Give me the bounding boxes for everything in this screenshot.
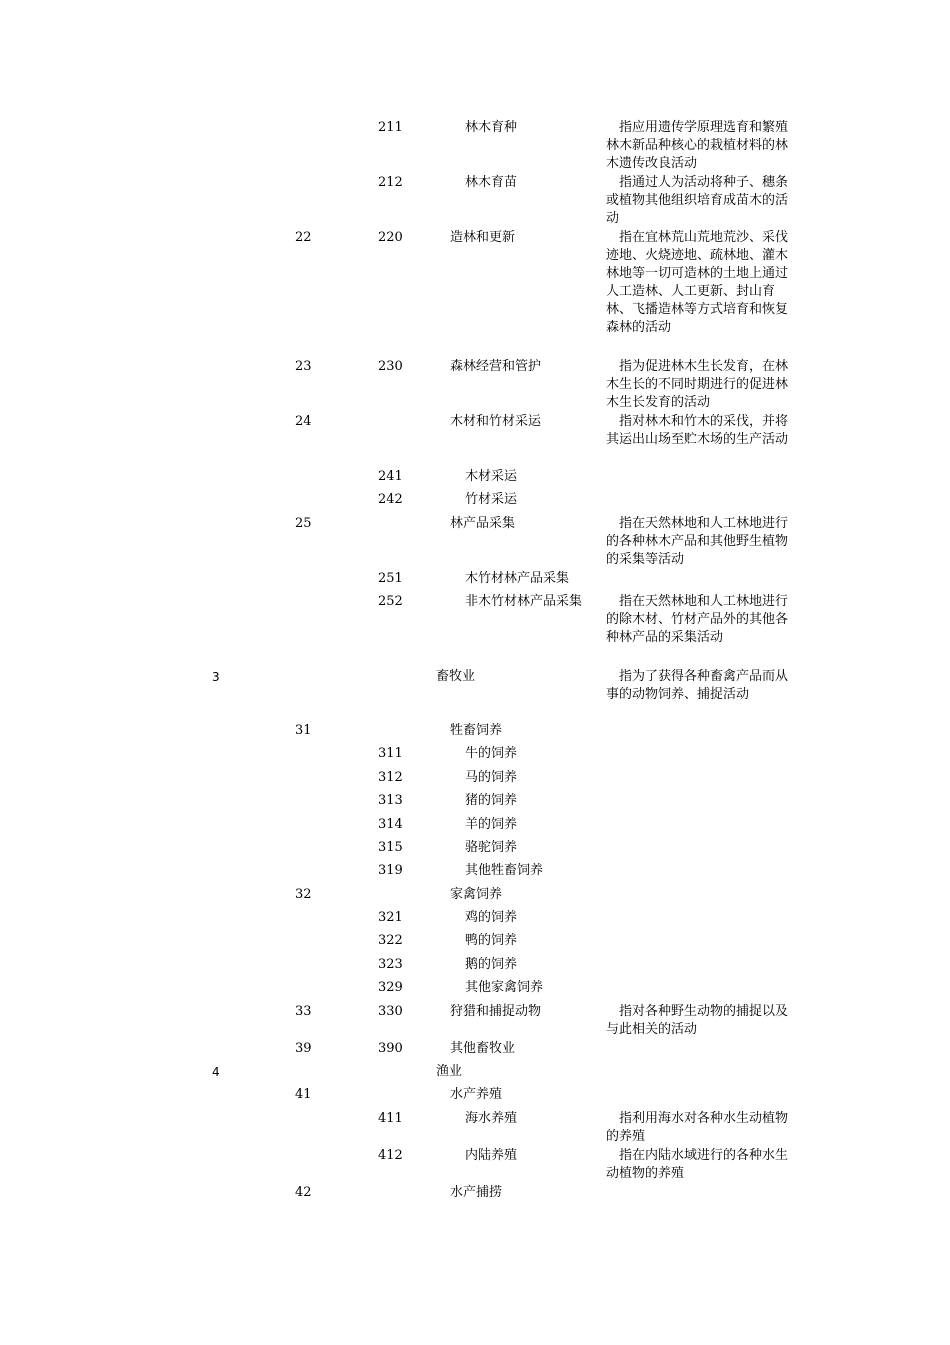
category-name: 骆驼饲养 [465, 840, 518, 855]
minor-code: 311 [378, 746, 403, 761]
category-name: 猪的饲养 [465, 793, 518, 808]
category-name: 牛的饲养 [465, 746, 518, 761]
category-name: 狩猎和捕捉动物 [450, 1004, 542, 1019]
category-name: 其他牲畜饲养 [465, 863, 544, 878]
minor-code: 212 [378, 175, 403, 190]
minor-code: 242 [378, 492, 403, 507]
minor-code: 412 [378, 1148, 403, 1163]
major-code: 22 [295, 230, 312, 245]
major-code: 31 [295, 723, 312, 738]
major-code: 39 [295, 1041, 312, 1056]
category-name: 渔业 [436, 1064, 463, 1079]
category-description: 指在宜林荒山荒地荒沙、采伐迹地、火烧迹地、疏林地、灌木林地等一切可造林的土地上通过人工造林、人工更新、封山育林、飞播造林等方式培育和恢复森林的活动 [606, 230, 789, 335]
major-code: 33 [295, 1004, 312, 1019]
category-name: 水产养殖 [450, 1087, 503, 1102]
category-name: 家禽饲养 [450, 887, 503, 902]
category-name: 林木育苗 [465, 175, 518, 190]
category-name: 鸡的饲养 [465, 910, 518, 925]
category-name: 海水养殖 [465, 1111, 518, 1126]
minor-code: 319 [378, 863, 403, 878]
category-name: 木材和竹材采运 [450, 414, 542, 429]
category-description: 指在天然林地和人工林地进行的除木材、竹材产品外的其他各种林产品的采集活动 [606, 594, 789, 645]
category-description: 指对各种野生动物的捕捉以及与此相关的活动 [606, 1004, 789, 1037]
category-code: 3 [212, 670, 220, 684]
minor-code: 230 [378, 359, 403, 374]
category-name: 牲畜饲养 [450, 723, 503, 738]
minor-code: 322 [378, 933, 403, 948]
category-description: 指为了获得各种畜禽产品而从事的动物饲养、捕捉活动 [606, 669, 789, 702]
minor-code: 313 [378, 793, 403, 808]
category-name: 马的饲养 [465, 770, 518, 785]
category-name: 森林经营和管护 [450, 359, 542, 374]
minor-code: 252 [378, 594, 403, 609]
major-code: 32 [295, 887, 312, 902]
minor-code: 315 [378, 840, 403, 855]
major-code: 25 [295, 516, 312, 531]
minor-code: 251 [378, 571, 403, 586]
minor-code: 329 [378, 980, 403, 995]
category-name: 水产捕捞 [450, 1185, 503, 1200]
category-name: 非木竹材林产品采集 [465, 594, 583, 609]
category-code: 4 [212, 1065, 220, 1079]
major-code: 42 [295, 1185, 312, 1200]
category-description: 指利用海水对各种水生动植物的养殖 [606, 1111, 789, 1144]
category-description: 指通过人为活动将种子、穗条或植物其他组织培育成苗木的活动 [606, 175, 789, 226]
major-code: 41 [295, 1087, 312, 1102]
minor-code: 220 [378, 230, 403, 245]
category-name: 其他家禽饲养 [465, 980, 544, 995]
major-code: 23 [295, 359, 312, 374]
category-name: 造林和更新 [450, 230, 516, 245]
category-description: 指在天然林地和人工林地进行的各种林木产品和其他野生植物的采集等活动 [606, 516, 789, 567]
category-description: 指为促进林木生长发育，在林木生长的不同时期进行的促进林木生长发育的活动 [606, 359, 789, 410]
minor-code: 321 [378, 910, 403, 925]
category-name: 内陆养殖 [465, 1148, 518, 1163]
minor-code: 241 [378, 469, 403, 484]
category-name: 木竹材林产品采集 [465, 571, 570, 586]
category-name: 竹材采运 [465, 492, 518, 507]
minor-code: 411 [378, 1111, 403, 1126]
minor-code: 211 [378, 120, 403, 135]
category-name: 林木育种 [465, 120, 518, 135]
minor-code: 312 [378, 770, 403, 785]
category-description: 指应用遗传学原理选育和繁殖林木新品种核心的栽植材料的林木遗传改良活动 [606, 120, 789, 171]
category-name: 鸭的饲养 [465, 933, 518, 948]
category-name: 鹅的饲养 [465, 957, 518, 972]
category-name: 畜牧业 [436, 669, 476, 684]
minor-code: 330 [378, 1004, 403, 1019]
category-name: 林产品采集 [450, 516, 516, 531]
category-name: 羊的饲养 [465, 817, 518, 832]
minor-code: 390 [378, 1041, 403, 1056]
category-name: 其他畜牧业 [450, 1041, 516, 1056]
minor-code: 323 [378, 957, 403, 972]
category-name: 木材采运 [465, 469, 518, 484]
major-code: 24 [295, 414, 312, 429]
minor-code: 314 [378, 817, 403, 832]
category-description: 指在内陆水域进行的各种水生动植物的养殖 [606, 1148, 789, 1181]
category-description: 指对林木和竹木的采伐，并将其运出山场至贮木场的生产活动 [606, 414, 789, 447]
